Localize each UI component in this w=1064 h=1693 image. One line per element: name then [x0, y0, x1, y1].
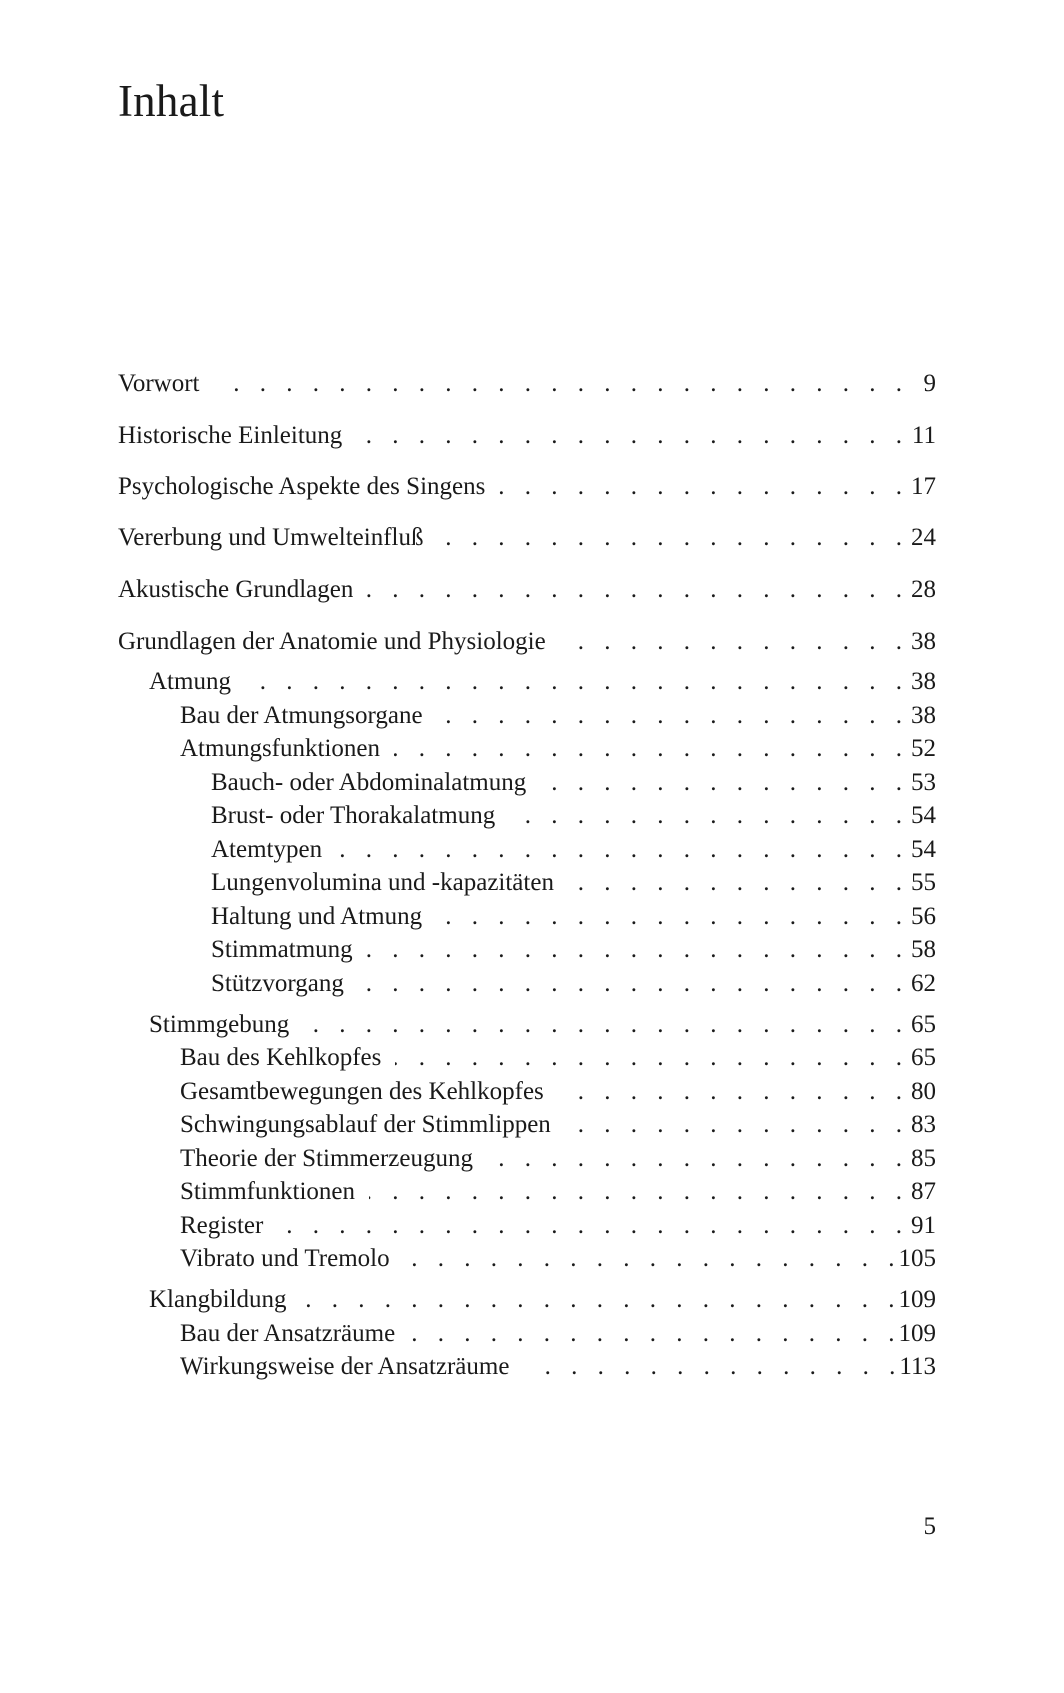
dot-leader — [437, 521, 902, 555]
toc-entry-page: 38 — [911, 668, 936, 695]
dot-leader — [409, 1317, 894, 1351]
toc-entry-page: 54 — [911, 802, 936, 829]
dot-leader — [301, 1283, 895, 1317]
toc-entry-page: 105 — [898, 1245, 936, 1272]
toc-entry-title: Bau der Ansatzräume — [180, 1320, 396, 1347]
toc-entry-page: 65 — [911, 1044, 936, 1071]
toc-entry — [180, 1075, 936, 1109]
toc-entry-page: 85 — [911, 1145, 936, 1172]
toc-entry-title: Bauch- oder Abdominalatmung — [211, 769, 527, 796]
toc-entry-title: Stimmgebung — [149, 1011, 290, 1038]
toc-entry-page: 113 — [899, 1353, 936, 1380]
dot-leader — [394, 732, 902, 766]
dot-leader — [336, 833, 902, 867]
toc-entry — [211, 900, 936, 934]
toc-entry-page: 54 — [911, 836, 936, 863]
toc-entry-title: Atemtypen — [211, 836, 323, 863]
toc-entry-title: Register — [180, 1212, 264, 1239]
toc-entry-title: Wirkungsweise der Ansatzräume — [180, 1353, 510, 1380]
toc-entry-title: Stimmatmung — [211, 936, 353, 963]
toc-entry-title: Grundlagen der Anatomie und Physiologie — [118, 628, 546, 655]
toc-entry — [149, 1008, 936, 1042]
toc-entry — [211, 833, 936, 867]
toc-entry-title: Psychologische Aspekte des Singens — [118, 473, 486, 500]
dot-leader — [487, 1142, 902, 1176]
toc-entry-page: 62 — [911, 970, 936, 997]
toc-entry-page: 55 — [911, 869, 936, 896]
toc-entry-page: 11 — [911, 422, 936, 449]
toc-entry — [118, 625, 936, 659]
dot-leader — [367, 573, 902, 607]
toc-entry-title: Stützvorgang — [211, 970, 344, 997]
toc-entry-page: 65 — [911, 1011, 936, 1038]
toc-entry-title: Vererbung und Umwelteinfluß — [118, 524, 424, 551]
toc-entry-title: Gesamtbewegungen des Kehlkopfes — [180, 1078, 544, 1105]
toc-entry-title: Stimmfunktionen — [180, 1178, 355, 1205]
dot-leader — [245, 665, 902, 699]
toc-entry — [149, 665, 936, 699]
toc-entry — [149, 1283, 936, 1317]
toc-entry — [211, 967, 936, 1001]
dot-leader — [367, 933, 902, 967]
toc-entry — [180, 699, 936, 733]
toc-entry-title: Brust- oder Thorakalatmung — [211, 802, 496, 829]
dot-leader — [404, 1242, 895, 1276]
toc-entry — [180, 1108, 936, 1142]
toc-entry-title: Bau der Atmungsorgane — [180, 702, 423, 729]
toc-entry-title: Atmungsfunktionen — [180, 735, 380, 762]
toc-entry-page: 91 — [911, 1212, 936, 1239]
dot-leader — [558, 1075, 902, 1109]
page-title: Inhalt — [118, 76, 225, 126]
toc-entry-title: Lungenvolumina und -kapazitäten — [211, 869, 554, 896]
toc-entry-title: Schwingungsablauf der Stimmlippen — [180, 1111, 551, 1138]
dot-leader — [303, 1008, 902, 1042]
toc-entry-page: 17 — [911, 473, 936, 500]
toc-entry — [180, 1142, 936, 1176]
dot-leader — [213, 367, 902, 401]
toc-entry — [180, 1209, 936, 1243]
toc-entry-page: 56 — [911, 903, 936, 930]
dot-leader — [499, 470, 902, 504]
toc-entry — [180, 732, 936, 766]
toc-entry-page: 24 — [911, 524, 936, 551]
toc-entry — [180, 1242, 936, 1276]
dot-leader — [509, 799, 902, 833]
toc-entry-page: 28 — [911, 576, 936, 603]
toc-entry-title: Atmung — [149, 668, 231, 695]
toc-entry — [211, 866, 936, 900]
toc-entry — [211, 799, 936, 833]
dot-leader — [437, 699, 902, 733]
toc-entry-page: 80 — [911, 1078, 936, 1105]
toc-entry-page: 83 — [911, 1111, 936, 1138]
toc-entry — [118, 419, 936, 453]
dot-leader — [395, 1041, 902, 1075]
toc-entry-page: 58 — [911, 936, 936, 963]
dot-leader — [356, 419, 902, 453]
dot-leader — [436, 900, 902, 934]
toc-entry-title: Haltung und Atmung — [211, 903, 423, 930]
toc-entry — [180, 1350, 936, 1384]
toc-entry-title: Klangbildung — [149, 1286, 287, 1313]
toc-entry — [118, 470, 936, 504]
toc-entry — [211, 766, 936, 800]
dot-leader — [523, 1350, 895, 1384]
dot-leader — [277, 1209, 902, 1243]
toc-entry-title: Bau des Kehlkopfes — [180, 1044, 382, 1071]
toc-entry — [180, 1041, 936, 1075]
toc-entry — [180, 1175, 936, 1209]
toc-entry-page: 38 — [911, 702, 936, 729]
toc-entry — [118, 367, 936, 401]
toc-entry-title: Theorie der Stimmerzeugung — [180, 1145, 473, 1172]
dot-leader — [540, 766, 902, 800]
toc-entry-title: Akustische Grundlagen — [118, 576, 354, 603]
toc-entry-page: 53 — [911, 769, 936, 796]
toc-entry — [118, 573, 936, 607]
dot-leader — [565, 1108, 902, 1142]
toc-entry-title: Historische Einleitung — [118, 422, 343, 449]
toc-entry-page: 109 — [898, 1286, 936, 1313]
toc-entry — [180, 1317, 936, 1351]
dot-leader — [369, 1175, 902, 1209]
toc-entry — [211, 933, 936, 967]
toc-entry-page: 38 — [911, 628, 936, 655]
dot-leader — [568, 866, 902, 900]
toc-entry — [118, 521, 936, 555]
toc-entry-page: 9 — [923, 370, 936, 397]
page-number: 5 — [923, 1513, 936, 1540]
toc-entry-page: 109 — [898, 1320, 936, 1347]
dot-leader — [358, 967, 902, 1001]
toc-entry-page: 87 — [911, 1178, 936, 1205]
toc-entry-page: 52 — [911, 735, 936, 762]
dot-leader — [560, 625, 902, 659]
toc-entry-title: Vibrato und Tremolo — [180, 1245, 390, 1272]
toc-entry-title: Vorwort — [118, 370, 200, 397]
